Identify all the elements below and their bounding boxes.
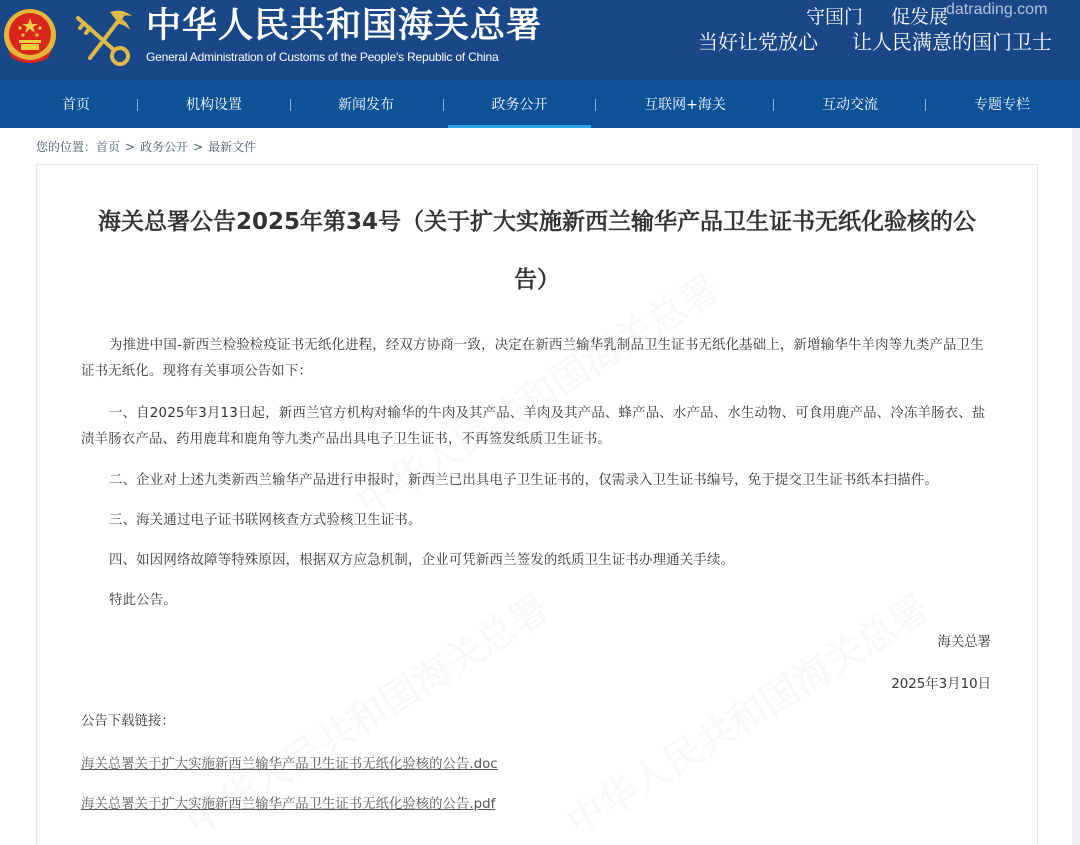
nav-item-special-topics[interactable]: 专题专栏	[974, 97, 1030, 113]
national-emblem-icon	[2, 6, 58, 68]
nav-separator	[925, 99, 926, 111]
site-title-cn: 中华人民共和国海关总署	[146, 5, 543, 46]
nav-separator	[137, 99, 138, 111]
nav-item-home[interactable]: 首页	[62, 97, 90, 113]
article-date: 2025年3月10日	[891, 677, 991, 692]
nav-separator	[443, 99, 444, 111]
breadcrumb-separator: >	[193, 140, 204, 154]
article-container	[36, 164, 1038, 845]
slogan-text: 促发展	[891, 6, 949, 28]
slogan-text: 守国门	[806, 6, 864, 28]
watermark-url: datrading.com	[946, 1, 1048, 18]
slogan-text: 当好让党放心	[698, 30, 818, 54]
article-paragraph-1: 一、自2025年3月13日起，新西兰官方机构对输华的牛肉及其产品、羊肉及其产品、蜂产品、水产品、水生动物、可食用鹿产品、冷冻羊肠衣、盐渍羊肠衣产品、药用鹿茸和鹿角等九类产品出具电子卫生证书，不再签发纸质卫生证书。	[81, 406, 986, 447]
breadcrumb	[36, 138, 256, 155]
site-title-en: General Administration of Customs of the People's Republic of China	[146, 50, 499, 64]
nav-item-organization[interactable]: 机构设置	[186, 97, 242, 113]
page-scrollbar[interactable]	[1072, 128, 1080, 845]
main-nav	[0, 80, 1080, 128]
nav-separator	[595, 99, 596, 111]
download-link-pdf[interactable]: 海关总署关于扩大实施新西兰输华产品卫生证书无纸化验核的公告.pdf	[81, 797, 496, 812]
slogan-text: 让人民满意的国门卫士	[852, 30, 1052, 54]
article-paragraph-intro: 为推进中国-新西兰检验检疫证书无纸化进程，经双方协商一致，决定在新西兰输华乳制品卫生证书无纸化基础上，新增输华牛羊肉等九类产品卫生证书无纸化。现将有关事项公告如下：	[81, 338, 984, 379]
slogan-line-1	[806, 6, 948, 28]
breadcrumb-separator: >	[125, 140, 136, 154]
slogan-line-2	[698, 30, 1052, 54]
nav-separator	[773, 99, 774, 111]
article-title: 海关总署公告2025年第34号（关于扩大实施新西兰输华产品卫生证书无纸化验核的公告）	[97, 209, 977, 293]
customs-key-caduceus-icon	[70, 6, 136, 68]
article-signature: 海关总署	[937, 635, 991, 650]
article-paragraph-2: 二、企业对上述九类新西兰输华产品进行申报时，新西兰已出具电子卫生证书的，仅需录入卫生证书编号，免于提交卫生证书纸本扫描件。	[109, 473, 939, 488]
breadcrumb-home[interactable]: 首页	[96, 140, 121, 154]
nav-item-government-affairs[interactable]: 政务公开	[448, 80, 591, 128]
site-header	[0, 0, 1080, 80]
nav-item-internet-plus-customs[interactable]: 互联网+海关	[644, 97, 726, 113]
watermark-text	[554, 578, 938, 845]
nav-separator	[290, 99, 291, 111]
article-paragraph-4: 四、如因网络故障等特殊原因，根据双方应急机制，企业可凭新西兰签发的纸质卫生证书办理通关手续。	[109, 553, 735, 568]
article-paragraph-3: 三、海关通过电子证书联网核查方式验核卫生证书。	[109, 513, 422, 528]
download-label: 公告下载链接：	[81, 714, 175, 729]
breadcrumb-prefix: 您的位置：	[36, 140, 97, 154]
download-link-doc[interactable]: 海关总署关于扩大实施新西兰输华产品卫生证书无纸化验核的公告.doc	[81, 757, 498, 772]
nav-item-news[interactable]: 新闻发布	[338, 97, 394, 113]
breadcrumb-latest-documents[interactable]: 最新文件	[208, 140, 257, 154]
article-closing: 特此公告。	[109, 593, 177, 608]
nav-item-interaction[interactable]: 互动交流	[822, 97, 878, 113]
breadcrumb-government-affairs[interactable]: 政务公开	[140, 140, 189, 154]
